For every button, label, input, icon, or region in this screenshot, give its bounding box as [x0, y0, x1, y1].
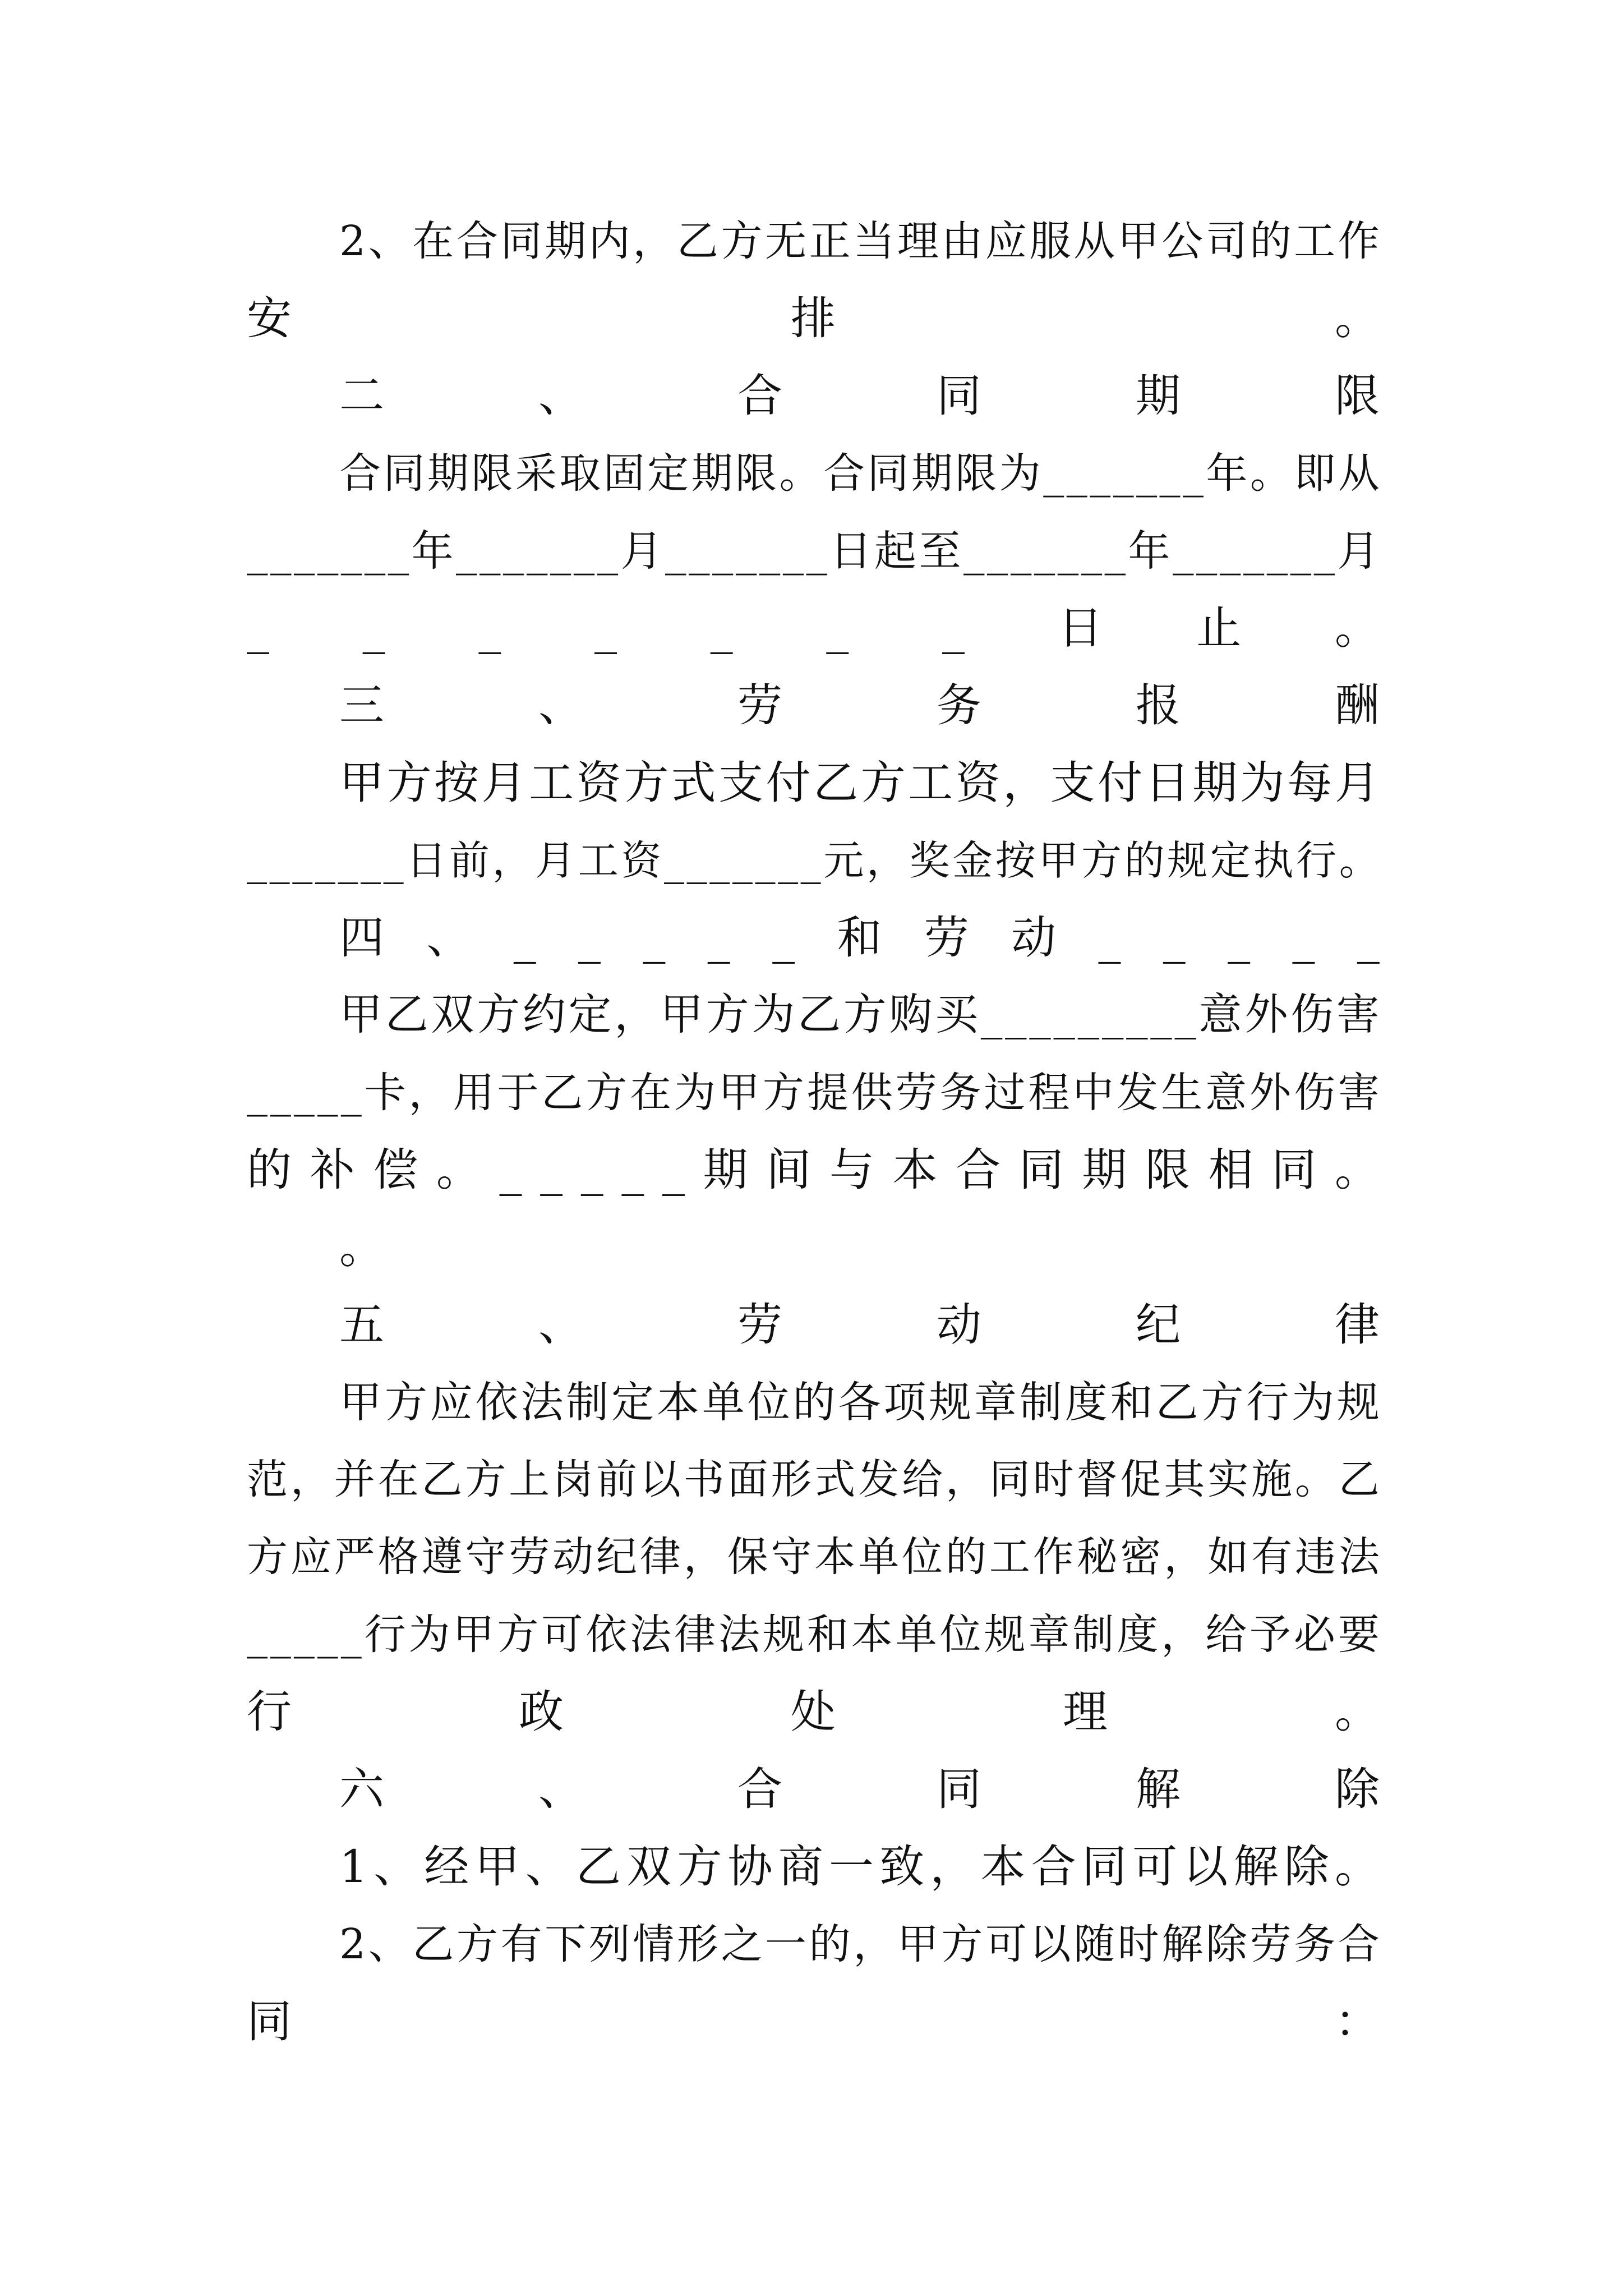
- paragraph-line: 合 同 期 限 采 取 固 定 期 限 。 合 同 期 限 为 _ _ _ _ _ _ _ 年 。 即 从: [339, 449, 1380, 498]
- paragraph-line: 同 ：: [247, 1995, 1380, 2047]
- paragraph-line: 甲 乙 双 方 约 定 ， 甲 方 为 乙 方 购 买 _ _ _ _ _ _ _ _ _ 意 外 伤 害: [339, 990, 1380, 1040]
- paragraph-line: _ _ _ _ _ _ _ 年 _ _ _ _ _ _ _ 月 _ _ _ _ _ _ _ 日 起 至 _ _ _ _ _ _ _ 年 _ _ _ _ _ _ _ 月: [247, 526, 1380, 576]
- paragraph-line: _ _ _ _ _ _ _ 日 止 。: [247, 602, 1380, 654]
- section-heading: 五 、 劳 动 纪 律: [339, 1299, 1380, 1351]
- paragraph-line: 甲 方 按 月 工 资 方 式 支 付 乙 方 工 资 ， 支 付 日 期 为 每 月: [339, 757, 1380, 809]
- paragraph-line: 的 补 偿 。 _ _ _ _ _ 期 间 与 本 合 同 期 限 相 同 。: [247, 1144, 1380, 1196]
- paragraph-line: _ _ _ _ _ _ _ 日 前 ， 月 工 资 _ _ _ _ _ _ _ 元 ， 奖 金 按 甲 方 的 规 定 执 行 。: [247, 837, 1380, 884]
- section-heading: 六 、 合 同 解 除: [339, 1763, 1380, 1815]
- paragraph-line: 2 、 乙 方 有 下 列 情 形 之 一 的 ， 甲 方 可 以 随 时 解 除 劳 务 合: [339, 1920, 1380, 1968]
- section-heading: 二 、 合 同 期 限: [339, 370, 1380, 422]
- paragraph-line: 方 应 严 格 遵 守 劳 动 纪 律 ， 保 守 本 单 位 的 工 作 秘 密 ， 如 有 违 法: [247, 1533, 1380, 1581]
- paragraph-line: 甲 方 应 依 法 制 定 本 单 位 的 各 项 规 章 制 度 和 乙 方 行 为 规: [339, 1377, 1380, 1427]
- section-heading: 四 、 _ _ _ _ _ 和 劳 动 _ _ _ _ _: [339, 912, 1380, 964]
- paragraph-line: 2 、 在 合 同 期 内 ， 乙 方 无 正 当 理 由 应 服 从 甲 公 司 的 工 作: [339, 217, 1380, 265]
- paragraph-line: 安 排 。: [247, 292, 1380, 344]
- paragraph-line: _ _ _ _ _ 卡 ， 用 于 乙 方 在 为 甲 方 提 供 劳 务 过 程 中 发 生 意 外 伤 害: [247, 1069, 1380, 1117]
- paragraph-line: 。: [339, 1221, 384, 1273]
- paragraph-line: _ _ _ _ _ 行 为 甲 方 可 依 法 律 法 规 和 本 单 位 规 章 制 度 ， 给 予 必 要: [247, 1611, 1380, 1659]
- paragraph-line: 范 ， 并 在 乙 方 上 岗 前 以 书 面 形 式 发 给 ， 同 时 督 促 其 实 施 。 乙: [247, 1456, 1380, 1503]
- paragraph-line: 1 、 经 甲 、 乙 双 方 协 商 一 致 ， 本 合 同 可 以 解 除 。: [339, 1841, 1380, 1893]
- paragraph-line: 行 政 处 理 。: [247, 1686, 1380, 1738]
- section-heading: 三 、 劳 务 报 酬: [339, 679, 1380, 731]
